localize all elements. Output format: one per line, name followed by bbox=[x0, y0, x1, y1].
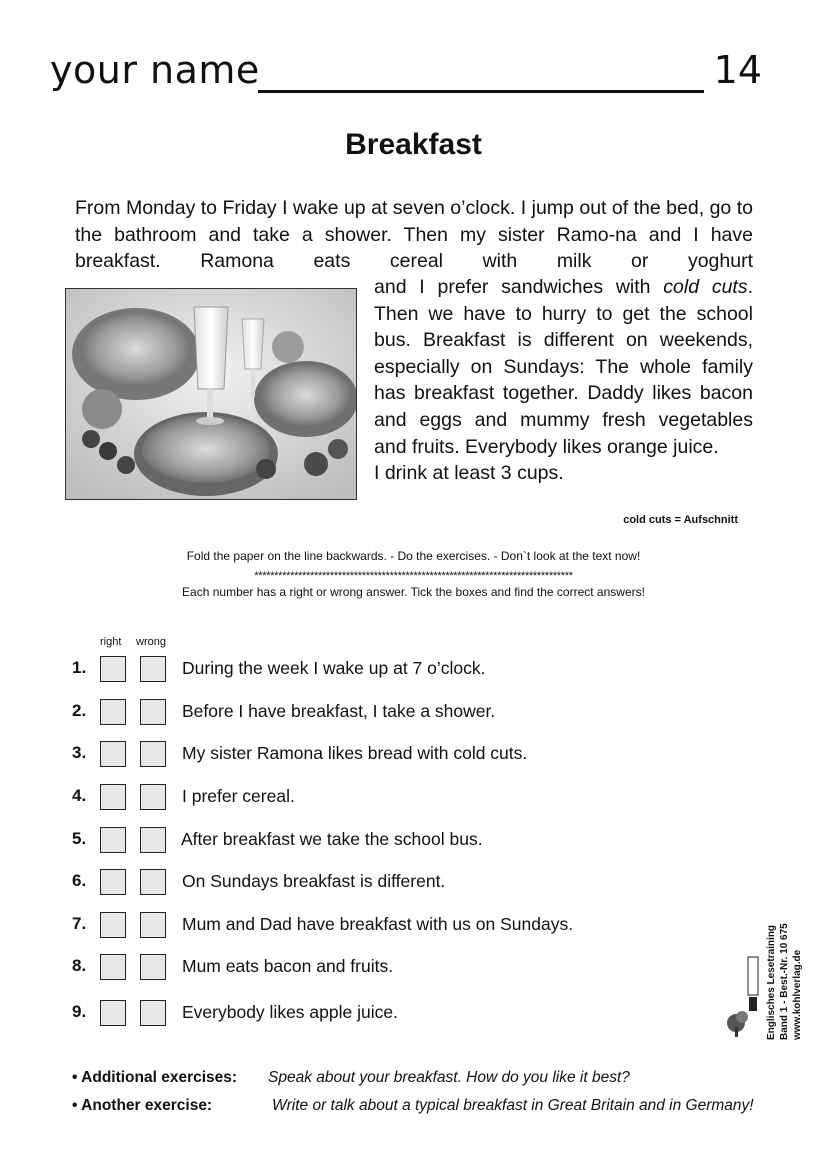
question-text: Everybody likes apple juice. bbox=[182, 1002, 398, 1022]
question-text: During the week I wake up at 7 o’clock. bbox=[182, 658, 486, 678]
gloss-note: cold cuts = Aufschnitt bbox=[623, 514, 738, 526]
wrong-checkbox-3[interactable] bbox=[140, 741, 166, 767]
question-text: On Sundays breakfast is different. bbox=[182, 871, 446, 891]
intro-paragraph: From Monday to Friday I wake up at seven o’clock. I jump out of the bed, go to the bathroom and take a shower. Then my sister Ramo-na and I have breakfast. Ramona eats cereal with milk or yoghurt bbox=[75, 197, 753, 272]
question-text: After breakfast we take the school bus. bbox=[181, 829, 483, 849]
right-checkbox-1[interactable] bbox=[100, 656, 126, 682]
question-number: 4. bbox=[72, 786, 87, 805]
name-label: your name bbox=[50, 48, 260, 92]
publisher-info bbox=[765, 923, 804, 1040]
column-header-right: right bbox=[100, 636, 122, 648]
side-text-italic: cold cuts bbox=[663, 276, 748, 298]
question-number: 9. bbox=[72, 1002, 87, 1021]
question-number: 1. bbox=[72, 658, 87, 677]
right-checkbox-2[interactable] bbox=[100, 699, 126, 725]
additional-exercises-label: • Additional exercises: bbox=[72, 1069, 238, 1086]
question-row-1 bbox=[72, 656, 632, 684]
publisher-logo bbox=[726, 955, 768, 1040]
wrong-checkbox-5[interactable] bbox=[140, 827, 166, 853]
question-text: My sister Ramona likes bread with cold cuts. bbox=[182, 743, 528, 763]
tree-logo-icon bbox=[726, 955, 768, 1040]
breakfast-photo-illustration bbox=[66, 289, 357, 500]
question-text: I prefer cereal. bbox=[182, 786, 295, 806]
right-checkbox-3[interactable] bbox=[100, 741, 126, 767]
wrong-checkbox-6[interactable] bbox=[140, 869, 166, 895]
side-text-before: and I prefer sandwiches with bbox=[374, 276, 664, 298]
question-row-3 bbox=[72, 741, 632, 769]
right-checkbox-4[interactable] bbox=[100, 784, 126, 810]
question-number: 6. bbox=[72, 871, 87, 890]
question-text: Before I have breakfast, I take a shower. bbox=[182, 701, 496, 721]
question-number: 7. bbox=[72, 914, 87, 933]
right-checkbox-7[interactable] bbox=[100, 912, 126, 938]
another-exercise-label: • Another exercise: bbox=[72, 1097, 213, 1114]
question-number: 8. bbox=[72, 956, 87, 975]
question-number: 5. bbox=[72, 829, 87, 848]
wrong-checkbox-8[interactable] bbox=[140, 954, 166, 980]
publisher-order-number: Band 1 - Best.-Nr. 10 675 bbox=[779, 923, 790, 1040]
question-row-7 bbox=[72, 912, 632, 940]
question-number: 3. bbox=[72, 743, 87, 762]
right-checkbox-6[interactable] bbox=[100, 869, 126, 895]
side-paragraph bbox=[374, 274, 753, 487]
wrong-checkbox-4[interactable] bbox=[140, 784, 166, 810]
tick-instruction: Each number has a right or wrong answer. Tick the boxes and find the correct answers! bbox=[182, 585, 645, 599]
question-row-6 bbox=[72, 869, 632, 897]
right-checkbox-5[interactable] bbox=[100, 827, 126, 853]
fold-instruction: Fold the paper on the line backwards. - Do the exercises. - Don`t look at the text now! bbox=[186, 549, 641, 563]
question-row-9 bbox=[72, 1000, 632, 1028]
side-text-after: . Then we have to hurry to get the school bus. Breakfast is different on weekends, especially on Sundays: The whole family has breakfast together. Daddy likes bacon and eggs and mummy fresh vegetables and fruits. Everybody likes orange juice. bbox=[374, 276, 753, 458]
additional-exercises-text: Speak about your breakfast. How do you like it best? bbox=[268, 1069, 630, 1086]
breakfast-photo bbox=[65, 288, 357, 500]
question-row-8 bbox=[72, 954, 632, 982]
wrong-checkbox-2[interactable] bbox=[140, 699, 166, 725]
page-title: Breakfast bbox=[345, 128, 482, 161]
right-checkbox-9[interactable] bbox=[100, 1000, 126, 1026]
publisher-website: www.kohlverlag.de bbox=[792, 949, 803, 1040]
wrong-checkbox-1[interactable] bbox=[140, 656, 166, 682]
another-exercise-text: Write or talk about a typical breakfast in Great Britain and in Germany! bbox=[272, 1097, 754, 1114]
page-number: 14 bbox=[713, 48, 762, 92]
wrong-checkbox-7[interactable] bbox=[140, 912, 166, 938]
right-checkbox-8[interactable] bbox=[100, 954, 126, 980]
question-number: 2. bbox=[72, 701, 87, 720]
column-header-wrong: wrong bbox=[136, 636, 166, 648]
question-text: Mum eats bacon and fruits. bbox=[182, 956, 394, 976]
question-row-5 bbox=[72, 827, 632, 855]
header bbox=[50, 48, 762, 104]
side-text-last-line: I drink at least 3 cups. bbox=[374, 462, 564, 485]
question-text: Mum and Dad have breakfast with us on Sundays. bbox=[182, 914, 574, 934]
question-row-2 bbox=[72, 699, 632, 727]
fold-line-stars: ******************************************************************************** bbox=[254, 570, 573, 582]
publisher-series: Englisches Lesetraining bbox=[766, 924, 777, 1040]
wrong-checkbox-9[interactable] bbox=[140, 1000, 166, 1026]
question-row-4 bbox=[72, 784, 632, 812]
name-line[interactable] bbox=[258, 90, 704, 93]
